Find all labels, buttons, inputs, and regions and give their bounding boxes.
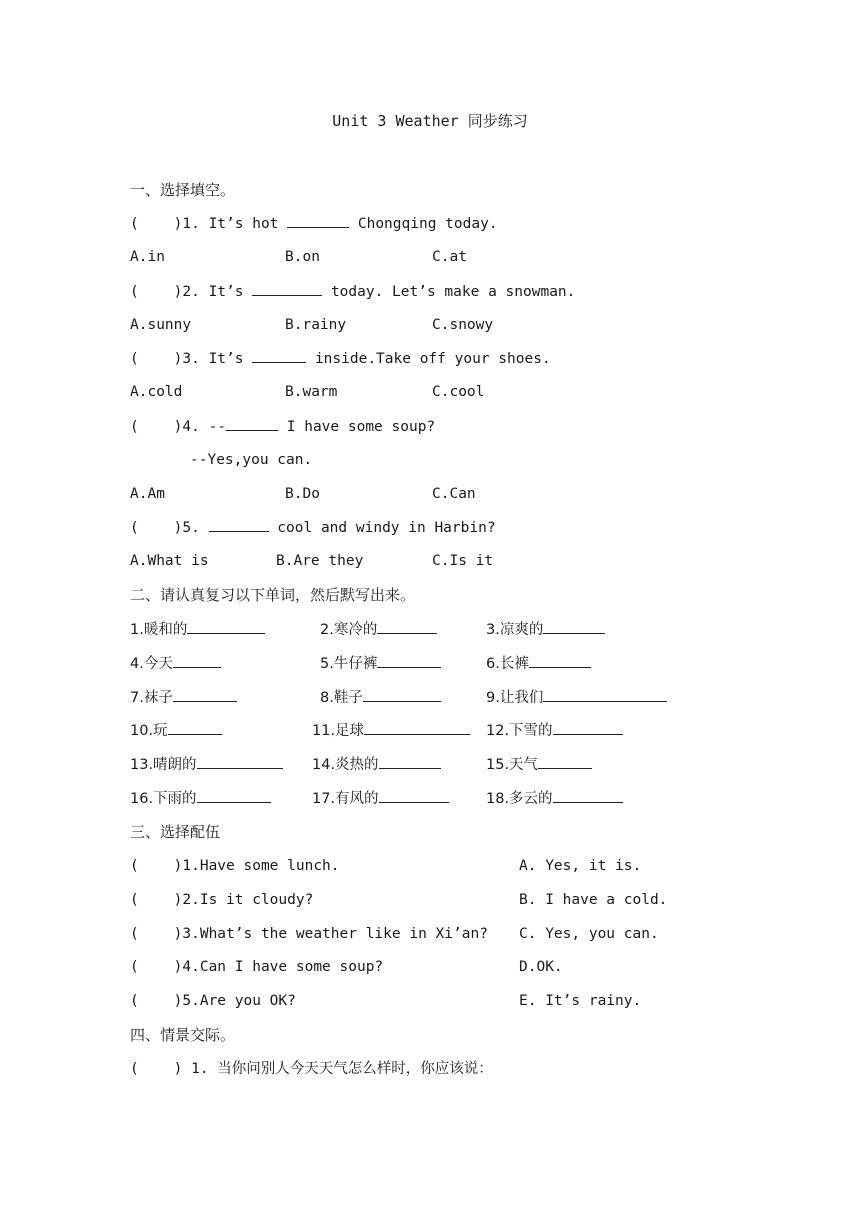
word-13: 13.晴朗的 [130, 754, 283, 775]
word-2: 2.寒冷的 [320, 619, 437, 640]
match-question-2: ( )2.Is it cloudy? [130, 892, 314, 908]
word-14: 14.炎热的 [312, 754, 441, 775]
option-1b: B.on [285, 249, 320, 265]
option-5a: A.What is [130, 553, 209, 569]
word-10: 10.玩 [130, 720, 222, 741]
word-12: 12.下雪的 [486, 720, 623, 741]
word-17: 17.有风的 [312, 788, 449, 809]
option-3b: B.warm [285, 384, 338, 400]
match-answer-a: A. Yes, it is. [519, 858, 642, 874]
question-3: ( )3. It’s inside.Take off your shoes. [130, 348, 551, 368]
match-question-5: ( )5.Are you OK? [130, 993, 296, 1009]
section-4-heading: 四、情景交际。 [130, 1026, 236, 1044]
word-1: 1.暖和的 [130, 619, 265, 640]
word-16: 16.下雨的 [130, 788, 271, 809]
option-4b: B.Do [285, 486, 320, 502]
match-question-4: ( )4.Can I have some soup? [130, 959, 384, 975]
section-3-heading: 三、选择配伍 [130, 823, 221, 841]
option-5c: C.Is it [432, 553, 494, 569]
word-11: 11.足球 [312, 720, 470, 741]
question-2: ( )2. It’s today. Let’s make a snowman. [130, 281, 575, 301]
question-4: ( )4. -- I have some soup? [130, 416, 435, 436]
section-2-heading: 二、请认真复习以下单词，然后默写出来。 [130, 586, 416, 604]
word-9: 9.让我们 [486, 687, 667, 708]
question-5: ( )5. cool and windy in Harbin? [130, 517, 496, 537]
option-1c: C.at [432, 249, 467, 265]
word-3: 3.凉爽的 [486, 619, 605, 640]
option-1a: A.in [130, 249, 165, 265]
match-answer-b: B. I have a cold. [519, 892, 668, 908]
option-3a: A.cold [130, 384, 183, 400]
option-3c: C.cool [432, 384, 485, 400]
section-1-heading: 一、选择填空。 [130, 181, 236, 199]
question-4-answer: --Yes,you can. [190, 452, 313, 468]
word-6: 6.长裤 [486, 653, 591, 674]
option-2a: A.sunny [130, 317, 192, 333]
question-1: ( )1. It’s hot Chongqing today. [130, 213, 498, 233]
match-answer-c: C. Yes, you can. [519, 926, 659, 942]
option-4a: A.Am [130, 486, 165, 502]
word-18: 18.多云的 [486, 788, 623, 809]
match-answer-d: D.OK. [519, 959, 563, 975]
match-question-3: ( )3.What’s the weather like in Xi’an? [130, 926, 488, 942]
word-8: 8.鞋子 [320, 687, 441, 708]
option-5b: B.Are they [276, 553, 364, 569]
match-answer-e: E. It’s rainy. [519, 993, 642, 1009]
word-4: 4.今天 [130, 653, 221, 674]
option-4c: C.Can [432, 486, 476, 502]
word-5: 5.牛仔裤 [320, 653, 441, 674]
situation-question-1: ( ) 1. 当你问别人今天天气怎么样时，你应该说： [130, 1061, 493, 1077]
option-2b: B.rainy [285, 317, 347, 333]
option-2c: C.snowy [432, 317, 494, 333]
page-title: Unit 3 Weather 同步练习 [332, 112, 528, 130]
word-7: 7.袜子 [130, 687, 237, 708]
match-question-1: ( )1.Have some lunch. [130, 858, 340, 874]
word-15: 15.天气 [486, 754, 592, 775]
